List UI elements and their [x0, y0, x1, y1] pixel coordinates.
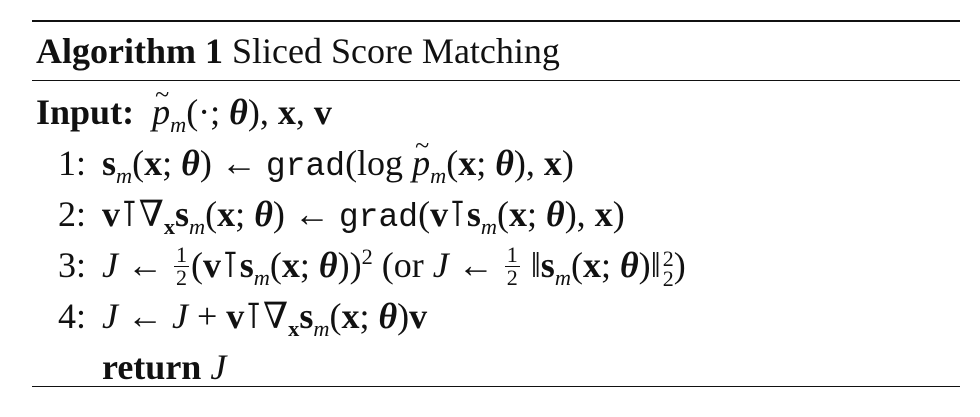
algorithm-line-3	[32, 240, 960, 291]
algorithm-block	[32, 20, 960, 393]
return-keyword: return	[102, 347, 202, 387]
line-content: J ← $\frac{1}{2}$ ($v⊺s_m(x$; θ))$^2$ (or J ← $\frac{1}{2}$ $‖s_m(x$; θ)‖ 2 2 )	[102, 242, 686, 291]
line-number: 1:	[58, 143, 87, 183]
line-number: 2:	[58, 194, 87, 234]
input-label: Input:	[36, 92, 135, 132]
line-content: $s_m(x$; θ) ← grad(log ~ $p_m(x$; θ), x)	[102, 138, 574, 192]
return-value: J	[210, 347, 227, 387]
input-args: ~ $p_m(\cdot$; θ), x, v	[152, 92, 332, 132]
algorithm-line-2	[32, 189, 960, 240]
algorithm-line-4	[32, 291, 960, 342]
line-number: 4:	[58, 296, 87, 336]
bottom-rule	[32, 386, 960, 387]
input-line	[32, 87, 960, 138]
line-content: J ← $J + v⊺\nabla_xs_m(x$; θ)v	[102, 296, 428, 342]
algorithm-title	[32, 22, 960, 80]
algorithm-name: Sliced Score Matching	[231, 31, 560, 71]
algorithm-line-1	[32, 138, 960, 189]
algorithm-body	[32, 81, 960, 393]
line-number: 3:	[58, 245, 87, 285]
line-content: $v⊺\nabla_xs_m(x$; θ) ← $grad(v⊺s_m(x$; θ), x)	[102, 194, 625, 240]
algorithm-label: Algorithm 1	[36, 31, 223, 71]
